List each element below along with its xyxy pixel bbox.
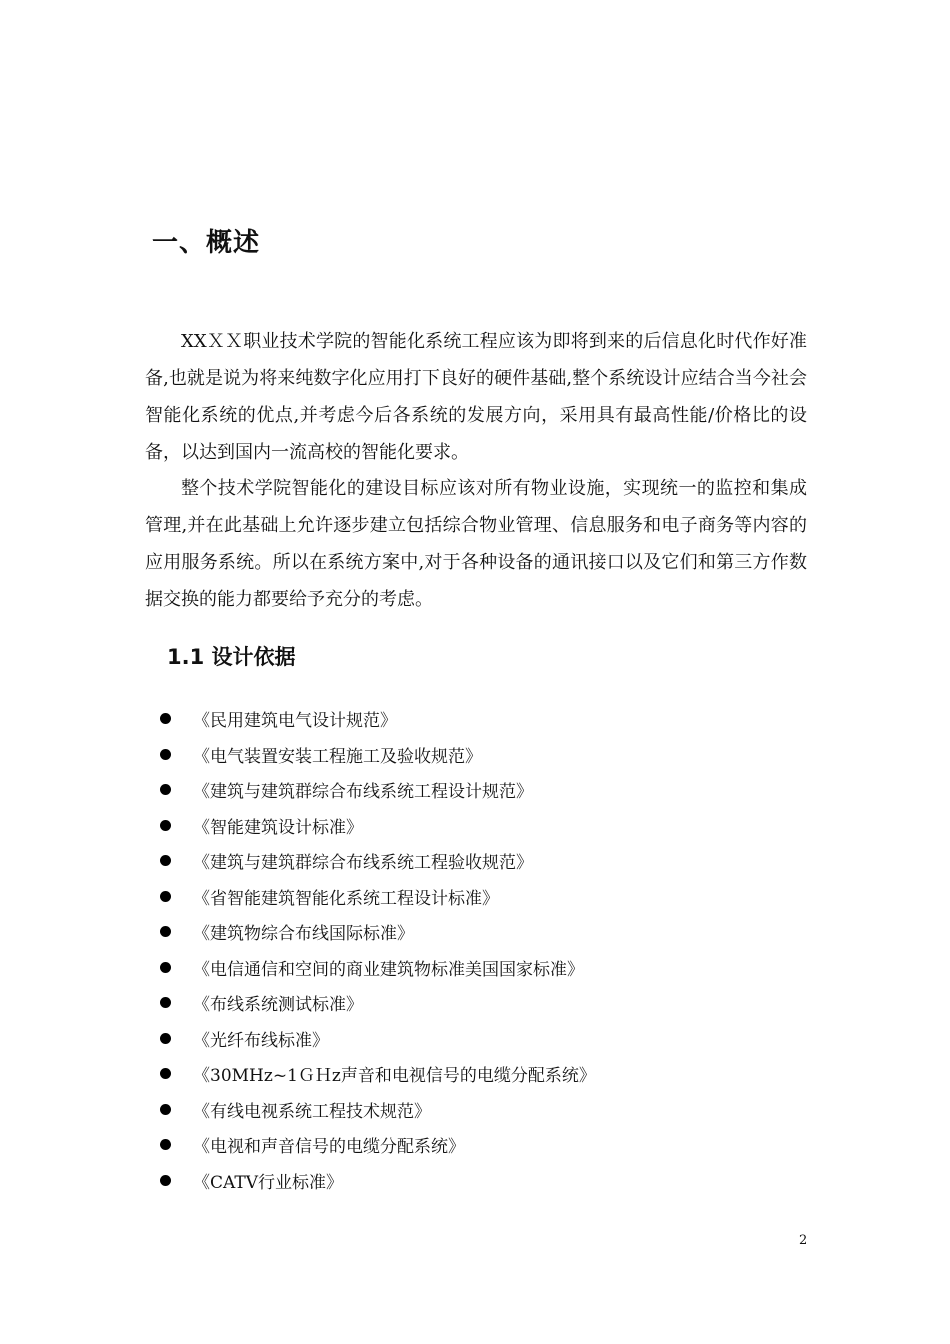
bullet-icon (160, 1104, 171, 1115)
list-item-text: 《有线电视系统工程技术规范》 (193, 1101, 431, 1122)
list-item (160, 985, 596, 1021)
list-item-text: 《电信通信和空间的商业建筑物标准美国国家标准》 (193, 959, 584, 980)
list-item-text: 《光纤布线标准》 (193, 1030, 329, 1051)
bullet-icon (160, 820, 171, 831)
bullet-icon (160, 926, 171, 937)
list-item (160, 772, 596, 808)
list-item (160, 1092, 596, 1128)
list-item-text: 《建筑与建筑群综合布线系统工程验收规范》 (193, 853, 533, 874)
intro-paragraph-2: 整个技术学院智能化的建设目标应该对所有物业设施，实现统一的监控和集成管理,并在此基础上允许逐步建立包括综合物业管理、信息服务和电子商务等内容的应用服务系统。所以在系统方案中,对于各种设备的通讯接口以及它们和第三方作数据交换的能力都要给予充分的考虑。 (145, 478, 807, 610)
bullet-icon (160, 962, 171, 973)
intro-paragraph-1: XXＸＸ职业技术学院的智能化系统工程应该为即将到来的后信息化时代作好准备,也就是说为将来纯数字化应用打下良好的硬件基础,整个系统设计应结合当今社会智能化系统的优点,并考虑今后各系统的发展方向，采用具有最高性能/价格比的设备，以达到国内一流高校的智能化要求。 (145, 331, 807, 463)
list-item (160, 1127, 596, 1163)
list-item (160, 843, 596, 879)
list-item-text: 《电气装置安装工程施工及验收规范》 (193, 746, 482, 767)
bullet-icon (160, 1139, 171, 1150)
bullet-icon (160, 713, 171, 724)
list-item (160, 1021, 596, 1057)
list-item-text: 《电视和声音信号的电缆分配系统》 (193, 1137, 465, 1158)
standards-list (160, 701, 596, 1198)
list-item (160, 701, 596, 737)
list-item-text: 《布线系统测试标准》 (193, 995, 363, 1016)
list-item-text: 《省智能建筑智能化系统工程设计标准》 (193, 888, 499, 909)
chapter-heading: 一、概述 (152, 228, 261, 258)
list-item-text: 《30MHz~1ＧＨz声音和电视信号的电缆分配系统》 (193, 1066, 596, 1087)
section-heading: 1.1 设计依据 (167, 645, 296, 669)
bullet-icon (160, 891, 171, 902)
page-number: 2 (799, 1233, 808, 1248)
list-item (160, 950, 596, 986)
list-item (160, 914, 596, 950)
bullet-icon (160, 749, 171, 760)
list-item-text: 《CATⅤ行业标准》 (193, 1172, 343, 1193)
bullet-icon (160, 997, 171, 1008)
list-item (160, 879, 596, 915)
list-item-text: 《智能建筑设计标准》 (193, 817, 363, 838)
bullet-icon (160, 1033, 171, 1044)
bullet-icon (160, 784, 171, 795)
list-item (160, 1056, 596, 1092)
bullet-icon (160, 1068, 171, 1079)
list-item (160, 1163, 596, 1199)
bullet-icon (160, 855, 171, 866)
bullet-icon (160, 1175, 171, 1186)
list-item-text: 《建筑与建筑群综合布线系统工程设计规范》 (193, 782, 533, 803)
list-item-text: 《民用建筑电气设计规范》 (193, 711, 397, 732)
list-item-text: 《建筑物综合布线国际标准》 (193, 924, 414, 945)
list-item (160, 737, 596, 773)
list-item (160, 808, 596, 844)
